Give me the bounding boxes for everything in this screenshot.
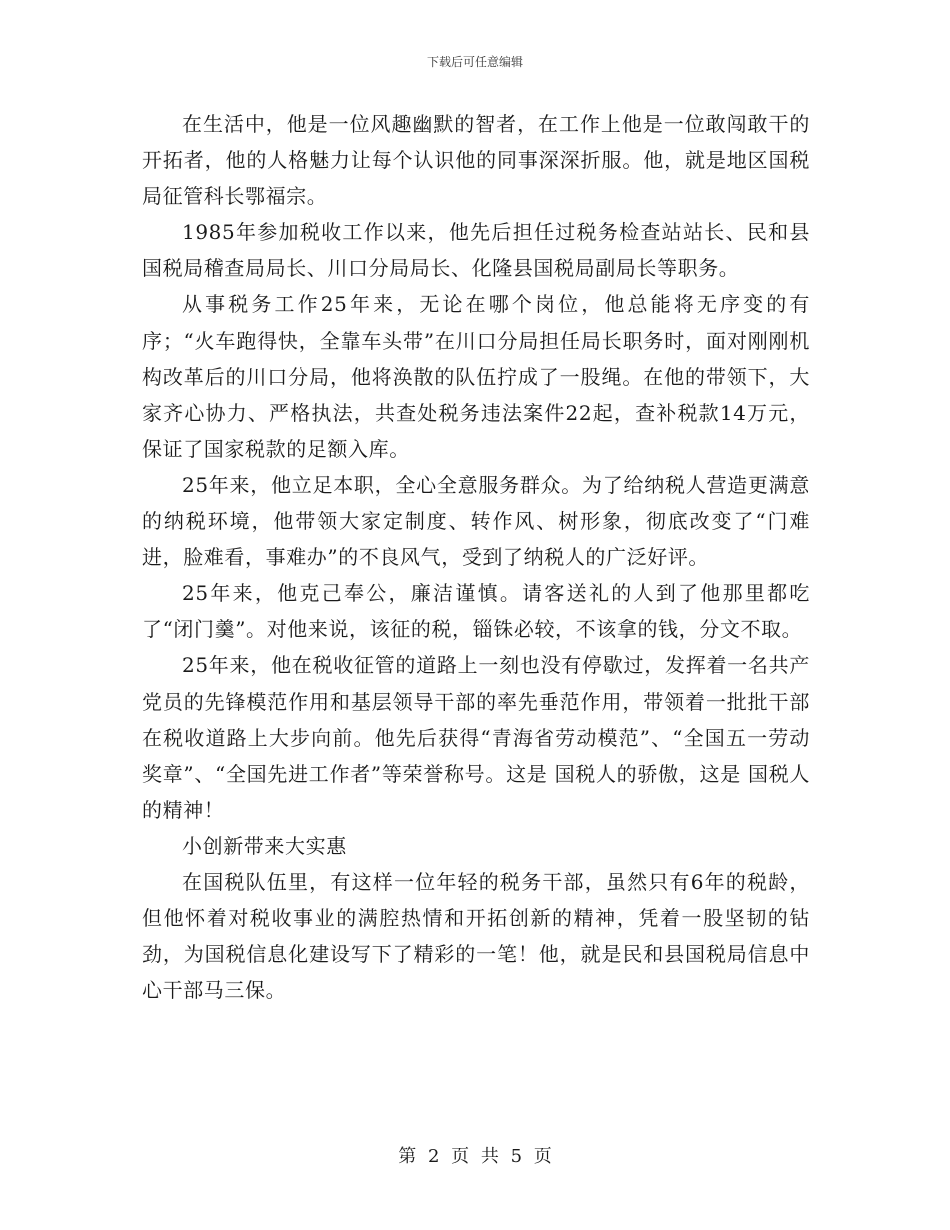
paragraph: 25年来，他克己奉公，廉洁谨慎。请客送礼的人到了他那里都吃了“闭门羹”。对他来说，该征的税，锱铢必较，不该拿的钱，分文不取。	[142, 581, 810, 642]
paragraph: 在生活中，他是一位风趣幽默的智者，在工作上他是一位敢闯敢干的开拓者，他的人格魅力让每个认识他的同事深深折服。他，就是地区国税局征管科长鄂福宗。	[142, 112, 810, 209]
paragraph: 1985年参加税收工作以来，他先后担任过税务检查站站长、民和县国税局稽查局局长、川口分局局长、化隆县国税局副局长等职务。	[142, 220, 810, 281]
paragraph: 25年来，他在税收征管的道路上一刻也没有停歇过，发挥着一名共产党员的先锋模范作用和基层领导干部的率先垂范作用，带领着一批批干部在税收道路上大步向前。他先后获得“青海省劳动模范”、“全国五一劳动奖章”、“全国先进工作者”等荣誉称号。这是 国税人的骄傲，这是 国税人的精神！	[142, 653, 810, 822]
paragraph: 25年来，他立足本职，全心全意服务群众。为了给纳税人营造更满意的纳税环境，他带领大家定制度、转作风、树形象，彻底改变了“门难进，脸难看，事难办”的不良风气，受到了纳税人的广泛好评。	[142, 472, 810, 570]
paragraph: 在国税队伍里，有这样一位年轻的税务干部，虽然只有6年的税龄，但他怀着对税收事业的满腔热情和开拓创新的精神，凭着一股坚韧的钻劲，为国税信息化建设写下了精彩的一笔！他，就是民和县国税局信息中心干部马三保。	[142, 869, 810, 1003]
paragraph: 从事税务工作25年来，无论在哪个岗位，他总能将无序变的有序；“火车跑得快，全靠车头带”在川口分局担任局长职务时，面对刚刚机构改革后的川口分局，他将涣散的队伍拧成了一股绳。在他的带领下，大家齐心协力、严格执法，共查处税务违法案件22起，查补税款14万元，保证了国家税款的足额入库。	[142, 292, 810, 461]
page-header-note: 下载后可任意编辑	[426, 55, 523, 69]
page-number: 第 2 页 共 5 页	[398, 1146, 552, 1167]
document-body	[142, 106, 810, 1008]
section-title: 小创新带来大实惠	[182, 833, 347, 858]
